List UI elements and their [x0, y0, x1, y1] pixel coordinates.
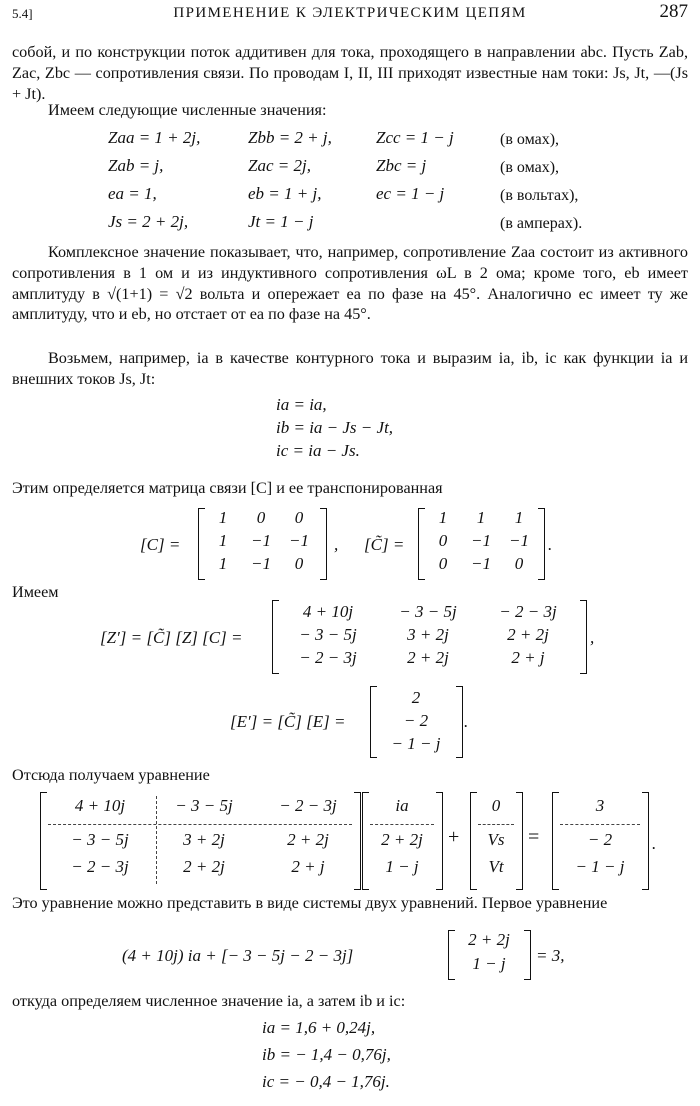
matrix-c-cell: 0 — [256, 508, 266, 527]
first-eq-col-bottom: 1 − j — [472, 954, 506, 973]
big-v-bracket-right — [516, 792, 523, 890]
value-e-a: ea = 1, — [108, 184, 157, 203]
big-z-cell: 3 + 2j — [183, 830, 225, 849]
matrix-c-bracket-right — [320, 508, 327, 580]
current-relation-c: ic = ia − Js. — [276, 441, 360, 460]
matrix-c-cell: 1 — [218, 531, 228, 550]
matrix-ct-cell: 0 — [514, 554, 524, 573]
value-j-t: Jt = 1 − j — [248, 212, 314, 231]
z-prime-cell: 2 + j — [511, 648, 545, 667]
z-prime-cell: 4 + 10j — [302, 602, 354, 621]
matrix-c-cell: 1 — [218, 554, 228, 573]
e-prime-cell: 2 — [411, 688, 421, 707]
big-z-cell: − 3 − 5j — [175, 796, 233, 815]
big-v-partition — [478, 824, 514, 825]
section-number: 5.4] — [12, 6, 33, 21]
paragraph-7: Это уравнение можно представить в виде системы двух уравнений. Первое уравнение — [12, 894, 608, 912]
big-i-partition — [370, 824, 434, 825]
big-i-cell: ia — [395, 796, 409, 815]
e-prime-bracket-right — [456, 686, 463, 758]
z-prime-lhs: [Z′] = [C̃] [Z] [C] = — [100, 628, 243, 647]
solution-i-c: ic = − 0,4 − 1,76j. — [262, 1072, 390, 1091]
solution-i-a: ia = 1,6 + 0,24j, — [262, 1018, 376, 1037]
first-eq-left: (4 + 10j) ia + [− 3 − 5j − 2 − 3j] — [122, 946, 354, 965]
paragraph-6: Отсюда получаем уравнение — [12, 766, 210, 784]
current-relation-b: ib = ia − Js − Jt, — [276, 418, 394, 437]
matrix-c-lhs: [C] = — [140, 535, 181, 554]
big-r-partition — [560, 824, 640, 825]
big-r-cell: 3 — [595, 796, 605, 815]
matrix-ct-bracket-right — [538, 508, 545, 580]
z-prime-comma: , — [590, 628, 595, 647]
e-prime-period: . — [464, 712, 469, 731]
matrix-ct-cell: −1 — [509, 531, 529, 550]
first-eq-bracket-right — [524, 930, 531, 980]
matrix-ct-cell: 1 — [514, 508, 524, 527]
z-prime-cell: − 2 − 3j — [299, 648, 357, 667]
value-j-s: Js = 2 + 2j, — [108, 212, 189, 231]
value-z-bc: Zbc = j — [376, 156, 427, 175]
paragraph-3: Комплексное значение показывает, что, например, сопротивление Zaa состоит из активного сопротивления в 1 ом и из индуктивного сопротивления ωL в 2 ома; кроме того, eb имеет амплитуду в √(1+1) = √2 вольта и опережает ea по фазе на 45°. Аналогично ec имеет ту же амплитуду, что и eb, но отстает от ea по фазе на 45°. — [12, 243, 688, 324]
z-prime-cell: − 2 − 3j — [499, 602, 557, 621]
big-z-hpartition — [48, 824, 352, 825]
value-z-aa: Zaa = 1 + 2j, — [108, 128, 201, 147]
big-z-cell: − 2 − 3j — [71, 857, 129, 876]
big-z-cell: 4 + 10j — [74, 796, 126, 815]
value-z-ab: Zab = j, — [108, 156, 164, 175]
paragraph-5: Этим определяется матрица связи [C] и ее транспонированная — [12, 479, 443, 497]
big-z-cell: 2 + 2j — [183, 857, 225, 876]
big-i-cell: 1 − j — [385, 857, 419, 876]
first-eq-right: = 3, — [536, 946, 565, 965]
z-prime-cell: 3 + 2j — [407, 625, 449, 644]
matrix-c-cell: −1 — [289, 531, 309, 550]
z-prime-cell: 2 + 2j — [507, 625, 549, 644]
matrix-ct-cell: −1 — [471, 554, 491, 573]
value-z-bb: Zbb = 2 + j, — [248, 128, 332, 147]
big-equals-sign: = — [528, 826, 540, 848]
current-relation-a: ia = ia, — [276, 395, 327, 414]
big-v-cell: Vs — [487, 830, 505, 849]
unit-ohm-2: (в омах), — [500, 159, 560, 176]
e-prime-lhs: [E′] = [C̃] [E] = — [230, 712, 346, 731]
big-z-bracket-left — [40, 792, 47, 890]
z-prime-cell: − 3 − 5j — [399, 602, 457, 621]
value-z-ac: Zac = 2j, — [248, 156, 311, 175]
matrix-ct-cell: 1 — [438, 508, 448, 527]
matrix-c-cell: −1 — [251, 554, 271, 573]
big-plus-sign: + — [448, 826, 460, 848]
big-z-cell: − 2 − 3j — [279, 796, 337, 815]
e-prime-cell: − 2 — [403, 711, 429, 730]
matrix-ct-cell: −1 — [471, 531, 491, 550]
matrix-ct-cell: 0 — [438, 554, 448, 573]
matrix-c-cell: 0 — [294, 554, 304, 573]
z-prime-bracket-right — [580, 600, 587, 674]
paragraph-4: Возьмем, например, ia в качестве контурного тока и выразим ia, ib, ic как функции ia и внешних токов Js, Jt: — [12, 349, 688, 388]
big-r-cell: − 2 — [587, 830, 613, 849]
big-z-cell: 2 + j — [291, 857, 325, 876]
label-imeem: Имеем — [12, 583, 59, 601]
matrix-c-comma: , — [334, 535, 339, 554]
unit-ohm-1: (в омах), — [500, 131, 560, 148]
running-title: ПРИМЕНЕНИЕ К ЭЛЕКТРИЧЕСКИМ ЦЕПЯМ — [173, 5, 527, 21]
running-header — [12, 3, 688, 25]
big-z-cell: − 3 − 5j — [71, 830, 129, 849]
paragraph-8: откуда определяем численное значение ia, а затем ib и ic: — [12, 992, 406, 1010]
value-e-b: eb = 1 + j, — [248, 184, 322, 203]
page-number: 287 — [659, 1, 688, 22]
big-i-bracket-right — [436, 792, 443, 890]
unit-ampere: (в амперах). — [500, 215, 583, 232]
z-prime-cell: − 3 − 5j — [299, 625, 357, 644]
z-prime-cell: 2 + 2j — [407, 648, 449, 667]
matrix-ct-lhs: [C̃] = — [364, 535, 405, 554]
big-v-cell: Vt — [488, 857, 504, 876]
big-v-cell: 0 — [491, 796, 501, 815]
value-z-cc: Zcc = 1 − j — [376, 128, 454, 147]
solution-i-b: ib = − 1,4 − 0,76j, — [262, 1045, 391, 1064]
first-eq-col-top: 2 + 2j — [468, 930, 510, 949]
big-r-cell: − 1 − j — [575, 857, 625, 876]
big-z-cell: 2 + 2j — [287, 830, 329, 849]
paragraph-1: собой, и по конструкции поток аддитивен для тока, проходящего в направлении abc. Пусть Zab, Zac, Zbc — сопротивления связи. По проводам I, II, III приходят известные нам токи: Js, Jt, —(Js + Jt). — [12, 43, 688, 103]
value-e-c: ec = 1 − j — [376, 184, 445, 203]
matrix-c-cell: −1 — [251, 531, 271, 550]
matrix-c-cell: 1 — [218, 508, 228, 527]
e-prime-cell: − 1 − j — [391, 734, 441, 753]
matrix-ct-cell: 1 — [476, 508, 486, 527]
unit-volt: (в вольтах), — [500, 187, 579, 204]
big-eq-period: . — [652, 834, 657, 853]
big-i-cell: 2 + 2j — [381, 830, 423, 849]
paragraph-2: Имеем следующие численные значения: — [48, 101, 327, 119]
big-r-bracket-right — [642, 792, 649, 890]
matrix-c-cell: 0 — [294, 508, 304, 527]
matrix-ct-cell: 0 — [438, 531, 448, 550]
matrix-ct-period: . — [548, 535, 553, 554]
